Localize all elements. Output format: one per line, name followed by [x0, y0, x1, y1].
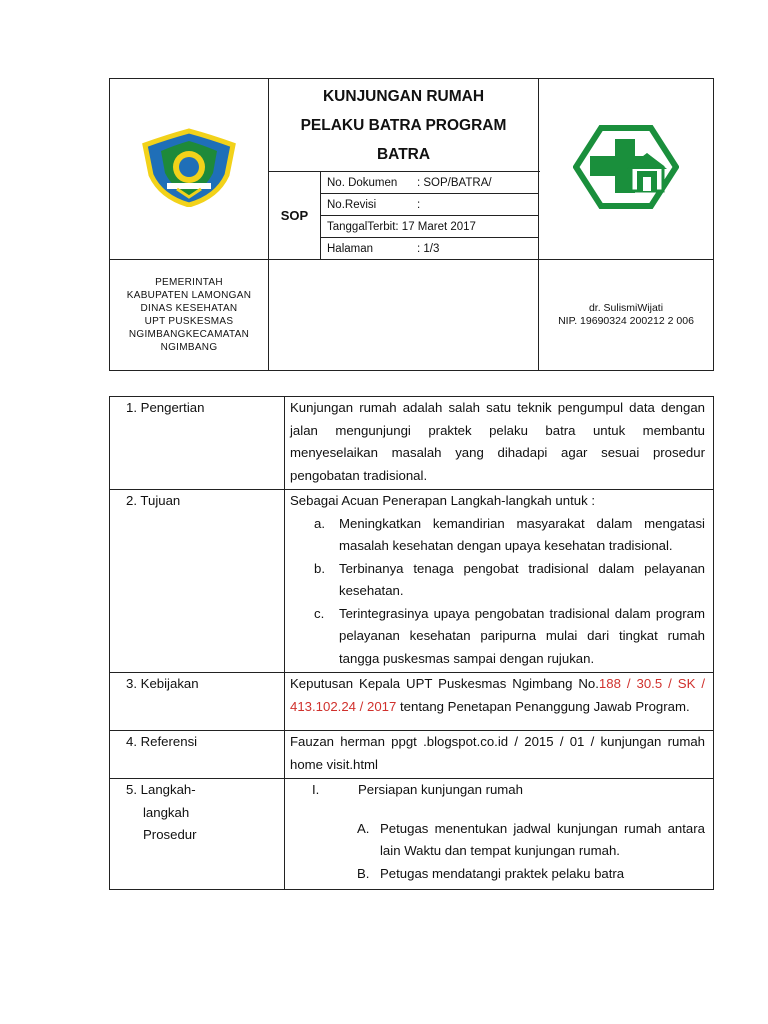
document-title — [269, 79, 539, 172]
list-text: Meningkatkan kemandirian masyarakat dalam mengatasi masalah kesehatan dengan upaya kesehatan tradisional. — [339, 515, 705, 553]
signatory-name: dr. SulismiWijati — [588, 302, 664, 314]
label-kebijakan: 3. Kebijakan — [110, 673, 285, 731]
meta-row-dokumen — [321, 172, 539, 194]
meta-key: TanggalTerbit — [327, 220, 396, 233]
kebijakan-text-before: Keputusan Kepala UPT Puskesmas Ngimbang No. — [290, 676, 599, 691]
tujuan-list — [290, 513, 705, 671]
sop-meta-table — [269, 172, 538, 259]
title-line-2: PELAKU BATRA PROGRAM — [300, 116, 507, 134]
title-line-1: KUNJUNGAN RUMAH — [322, 87, 485, 105]
list-text: Petugas mendatangi praktek pelaku batra — [380, 865, 625, 881]
meta-key: No. Dokumen — [327, 176, 398, 189]
sop-header-table — [109, 78, 714, 371]
label-prosedur — [110, 779, 285, 890]
content-tujuan — [285, 490, 714, 673]
meta-value: : SOP/BATRA/ — [417, 176, 492, 189]
row-pengertian — [110, 397, 714, 490]
org-line: NGIMBANGKECAMATAN — [128, 329, 250, 340]
list-item — [290, 603, 705, 671]
org-line: UPT PUSKESMAS — [144, 316, 234, 327]
sop-label: SOP — [269, 172, 321, 259]
meta-key: Halaman — [327, 242, 374, 255]
row-prosedur — [110, 779, 714, 890]
meta-value: : — [417, 198, 421, 211]
list-marker: B. — [357, 865, 370, 881]
label-line: langkah — [143, 804, 190, 820]
content-referensi — [285, 731, 714, 779]
sop-content-table — [109, 396, 714, 890]
roman-text: Persiapan kunjungan rumah — [358, 782, 523, 797]
content-prosedur — [285, 779, 714, 890]
list-item — [290, 513, 705, 558]
org-line: NGIMBANG — [160, 342, 218, 353]
label-pengertian: 1. Pengertian — [110, 397, 285, 490]
meta-row-halaman — [321, 238, 539, 260]
list-text: Terbinanya tenaga pengobat tradisional dalam pelayanan kesehatan. — [339, 560, 705, 598]
kebijakan-text-after: tentang Penetapan Penanggung Jawab Program. — [396, 698, 690, 714]
list-item — [290, 558, 705, 603]
row-referensi — [110, 731, 714, 779]
list-text: Terintegrasinya upaya pengobatan tradisional dalam program pelayanan kesehatan paripurna mulai dari tingkat rumah tangga puskesmas sampai dengan rujukan. — [339, 605, 705, 666]
kebijakan-text — [290, 673, 705, 718]
signature-blank-cell — [269, 260, 539, 371]
meta-value: : 1/3 — [417, 242, 440, 255]
meta-row-tanggal — [321, 216, 539, 238]
meta-row-revisi — [321, 194, 539, 216]
organization-cell — [110, 260, 269, 371]
pengertian-text: Kunjungan rumah adalah salah satu teknik pengumpul data dengan jalan mengunjungi praktek pelaku batra untuk membantu menyeselaikan masalah yang dihadapi agar sesuai prosedur pengobatan tradisional. — [290, 400, 705, 483]
label-line: Prosedur — [143, 827, 197, 842]
referensi-text: Fauzan herman ppgt .blogspot.co.id / 2015 / 01 / kunjungan rumah home visit.html — [290, 734, 705, 772]
puskesmas-logo-cell — [539, 79, 714, 260]
signatory-cell — [539, 260, 714, 371]
roman-step — [290, 779, 705, 802]
row-kebijakan — [110, 673, 714, 731]
list-item — [290, 863, 705, 886]
puskesmas-logo-icon — [573, 125, 679, 209]
label-line: 5. Langkah- — [126, 782, 196, 797]
list-item — [290, 818, 705, 863]
content-pengertian — [285, 397, 714, 490]
meta-key: No.Revisi — [327, 198, 377, 211]
kebijakan-decree-number: 188 / 30.5 / SK / 413.102.24 / 2017 — [290, 676, 706, 714]
list-marker: A. — [357, 820, 370, 836]
org-line: PEMERINTAH — [155, 277, 223, 288]
org-line: KABUPATEN LAMONGAN — [126, 290, 252, 301]
list-marker: b. — [314, 560, 325, 576]
list-marker: a. — [314, 515, 325, 531]
org-line: DINAS KESEHATAN — [140, 303, 238, 314]
tujuan-intro: Sebagai Acuan Penerapan Langkah-langkah untuk : — [290, 493, 596, 508]
title-line-3: BATRA — [376, 145, 431, 163]
meta-value: : 17 Maret 2017 — [395, 220, 476, 233]
list-marker: c. — [314, 605, 325, 621]
row-tujuan — [110, 490, 714, 673]
label-tujuan: 2. Tujuan — [110, 490, 285, 673]
label-referensi: 4. Referensi — [110, 731, 285, 779]
lamongan-emblem-icon — [137, 127, 241, 207]
prosedur-steps — [290, 818, 705, 886]
content-kebijakan — [285, 673, 714, 731]
sop-meta-cell — [269, 172, 539, 260]
signatory-nip: NIP. 19690324 200212 2 006 — [558, 315, 694, 327]
roman-marker: I. — [312, 782, 320, 797]
list-text: Petugas menentukan jadwal kunjungan rumah antara lain Waktu dan tempat kunjungan rumah. — [380, 820, 705, 858]
emblem-cell — [110, 79, 269, 260]
